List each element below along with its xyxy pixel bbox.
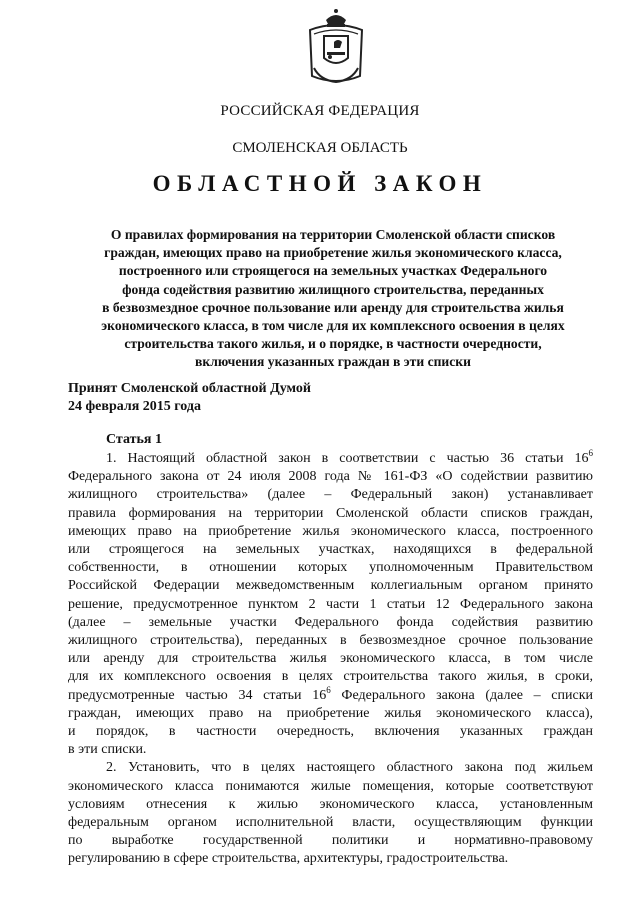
body-line-text: 1. Настоящий областной закон в соответствии с частью 36 статьи 16: [106, 451, 589, 466]
body-line: [68, 684, 594, 705]
body-line: и порядок, в частности очередность, включения указанных граждан: [68, 724, 593, 740]
title-line: О правилах формирования на территории Смоленской области списков: [110, 227, 556, 242]
body-line: условиям отнесения к жилью экономического класса, установленным: [68, 796, 593, 812]
coat-of-arms-emblem: [300, 6, 372, 88]
title-line: фонда содействия развитию жилищного строительства, переданных: [122, 281, 544, 297]
body-line: граждан, имеющих право на приобретение жилья экономического класса),: [68, 705, 593, 721]
body-line: экономического класса понимаются жилые помещения, которые соответствуют: [68, 778, 593, 794]
title-line: построенного или строящегося на земельных участках Федерального: [118, 263, 548, 279]
body-line: Российской Федерации межведомственным коллегиальным органом принято: [68, 578, 593, 594]
body-line: Федерального закона от 24 июля 2008 года № 161-ФЗ «О содействии развитию: [68, 469, 593, 485]
body-line: 2. Установить, что в целях настоящего областного закона под жильем: [106, 760, 593, 776]
body-line: в эти списки.: [68, 742, 147, 758]
title-line: граждан, имеющих право на приобретение жилья экономического класса,: [104, 245, 562, 261]
title-line: включения указанных граждан в эти списки: [195, 354, 471, 370]
body-line-tail: Федерального закона (далее – списки: [330, 687, 594, 703]
superscript: 6: [326, 684, 331, 695]
body-line: регулированию в сфере строительства, архитектуры, градостроительства.: [68, 851, 509, 867]
title-line: строительства такого жилья, и о порядке, в частности очередности,: [124, 336, 542, 352]
body-line: жилищного строительства» (далее – Федеральный закон) устанавливает: [68, 487, 593, 503]
body-line: [68, 450, 593, 468]
title-line: в безвозмездное срочное пользование или аренду для строительства жилья: [102, 299, 564, 315]
body-line: или строящегося на земельных участках, находящихся в федеральной: [68, 542, 593, 558]
body-line: для их комплексного освоения в целях строительства такого жилья, в сроки,: [68, 669, 593, 685]
article-heading: Статья 1: [106, 432, 162, 447]
body-line: решение, предусмотренное пунктом 2 части 1 статьи 12 Федерального закона: [68, 596, 593, 612]
shield-icon: [324, 36, 348, 63]
adopted-date: 24 февраля 2015 года: [68, 399, 201, 414]
document-type-heading: ОБЛАСТНОЙ ЗАКОН: [152, 171, 488, 196]
region-header: СМОЛЕНСКАЯ ОБЛАСТЬ: [232, 140, 408, 156]
law-title: [68, 226, 598, 372]
article-body: [68, 450, 593, 869]
adopted-by: Принят Смоленской областной Думой: [68, 381, 311, 396]
body-line: по выработке государственной политики и нормативно-правовому: [68, 833, 593, 849]
body-line: имеющих право на приобретение жилья экономического класса, построенного: [68, 523, 593, 539]
body-line: федеральным органом исполнительной власти, осуществляющим функции: [68, 815, 593, 831]
superscript: 6: [588, 448, 593, 458]
body-line: (далее – земельные участки Федерального фонда содействия развитию: [68, 614, 593, 630]
body-line: или аренду для строительства жилья экономического класса, в том числе: [68, 651, 593, 667]
body-line: собственности, в отношении которых уполномоченным Правительством: [68, 560, 593, 576]
body-line: жилищного строительства), переданных в безвозмездное срочное пользование: [68, 633, 593, 649]
federation-header: РОССИЙСКАЯ ФЕДЕРАЦИЯ: [220, 103, 420, 119]
body-line-text: предусмотренные частью 34 статьи 16: [68, 687, 327, 703]
title-line: экономического класса, в том числе для их комплексного освоения в целях: [101, 318, 565, 334]
body-line: правила формирования на территории Смоленской области списков граждан,: [68, 505, 593, 521]
adoption-info: [68, 380, 311, 416]
